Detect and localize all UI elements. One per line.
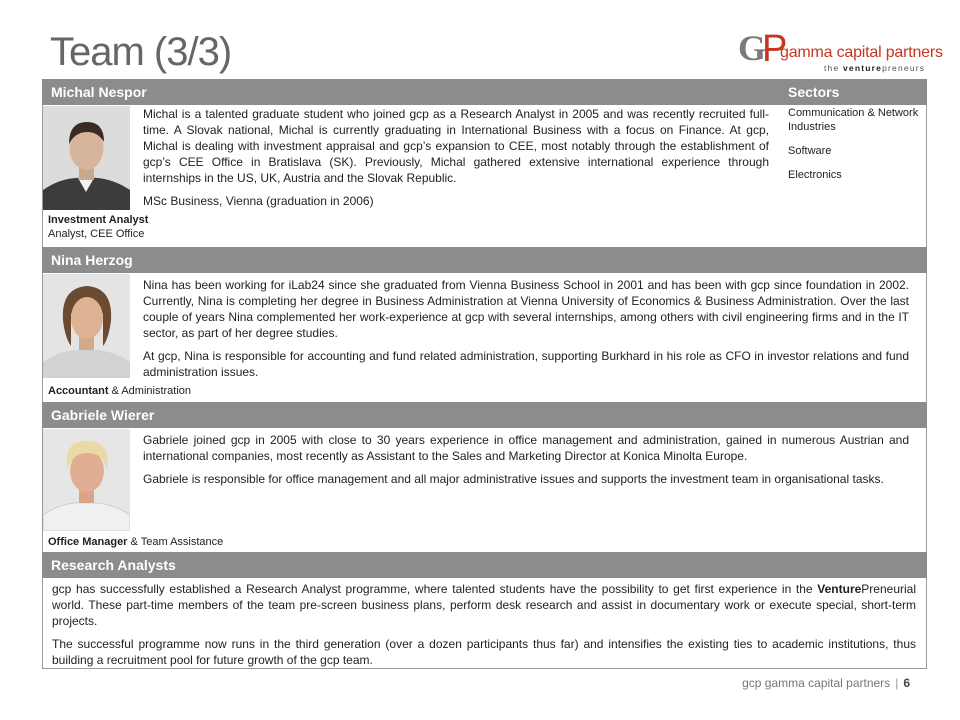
sector-item: Software (788, 145, 832, 157)
page-title: Team (3/3) (50, 30, 232, 74)
research-header (42, 552, 927, 578)
member-name: Michal Nespor (51, 84, 147, 100)
sectors-header: Sectors (788, 84, 840, 100)
photo-nina (43, 274, 130, 378)
role-title: Investment Analyst (48, 214, 149, 226)
bio-paragraph: Michal is a talented graduate student who joined gcp as a Research Analyst in 2005 and was recently recruited full-time. A Slovak national, Michal is currently graduating in International Business with a focus on Finance. At gcp, Michal is dealing with investment appraisal and gcp’s expansion to CEE, most notably through the establishment of gcp’s CEE Office in Bratislava (SK). Previously, Michal gathered extensive international experience through internships in the US, UK, Austria and the Slovak Republic. (143, 107, 769, 185)
bio-nina (143, 277, 909, 387)
bio-paragraph: Gabriele is responsible for office management and all major administrative issues and supports the investment team in organisational tasks. (143, 472, 884, 486)
page-footer (742, 676, 910, 690)
logo-name: gamma capital partners (780, 44, 943, 61)
role-subtitle: & Administration (108, 385, 192, 397)
logo-tagline: the venturepreneurs (824, 63, 926, 73)
page-number: 6 (903, 676, 910, 690)
role-subtitle: & Team Assistance (127, 536, 224, 548)
research-paragraph: gcp has successfully established a Research Analyst programme, where talented students have the possibility to get first experience in the VenturePreneurial world. These part-time members of the team pre-screen business plans, perform desk research and assist in documentary work or execute special, short-term projects. (52, 582, 916, 628)
company-logo (738, 28, 943, 76)
bio-paragraph: At gcp, Nina is responsible for accounting and fund related administration, supporting Burkhard in his role as CFO in investor relations and fund administration issues. (143, 349, 909, 379)
photo-michal (43, 106, 130, 210)
member-name: Nina Herzog (51, 252, 133, 268)
photo-gabriele (43, 429, 130, 531)
research-paragraph: The successful programme now runs in the third generation (over a dozen participants thus far) and intensifies the existing ties to academic institutions, thus building a recruitment pool for future growth of the gcp team. (52, 637, 916, 667)
research-text (52, 581, 916, 675)
bio-michal (143, 106, 769, 216)
portrait-icon (43, 274, 130, 378)
role-title: Office Manager (48, 536, 128, 548)
sector-item: Electronics (788, 169, 842, 181)
role-subtitle: Analyst, CEE Office (48, 228, 145, 240)
role-title: Accountant (48, 385, 109, 397)
portrait-icon (43, 429, 130, 531)
bio-paragraph: Nina has been working for iLab24 since she graduated from Vienna Business School in 2001 and has been with gcp since foundation in 2002. Currently, Nina is completing her degree in Business Administration at Vienna University of Economics & Business Administration. Over the last couple of years Nina complemented her work-experience at gcp with several internships, among others with civil engineering firms and in the IT sector, as part of her degree studies. (143, 278, 909, 340)
member-header-nina (42, 247, 927, 273)
section-title: Research Analysts (51, 557, 176, 573)
member-header-gabriele (42, 402, 927, 428)
member-name: Gabriele Wierer (51, 407, 155, 423)
footer-separator: | (895, 676, 899, 690)
role-michal (48, 213, 148, 241)
logo-mark-g: G (738, 28, 767, 68)
footer-company: gcp gamma capital partners (742, 676, 891, 690)
bio-paragraph: MSc Business, Vienna (graduation in 2006) (143, 194, 374, 208)
logo-mark-p: P (762, 28, 788, 70)
bio-paragraph: Gabriele joined gcp in 2005 with close to 30 years experience in office management and administration, gained in numerous Austrian and international companies, most recently as Assistant to the Sales and Marketing Director at Konica Minolta Europe. (143, 433, 909, 463)
portrait-icon (43, 106, 130, 210)
sectors-list (788, 106, 924, 192)
role-gabriele (48, 535, 223, 549)
bio-gabriele (143, 432, 909, 494)
sector-item: Communication & Network Industries (788, 107, 919, 133)
member-header-michal (42, 79, 927, 105)
